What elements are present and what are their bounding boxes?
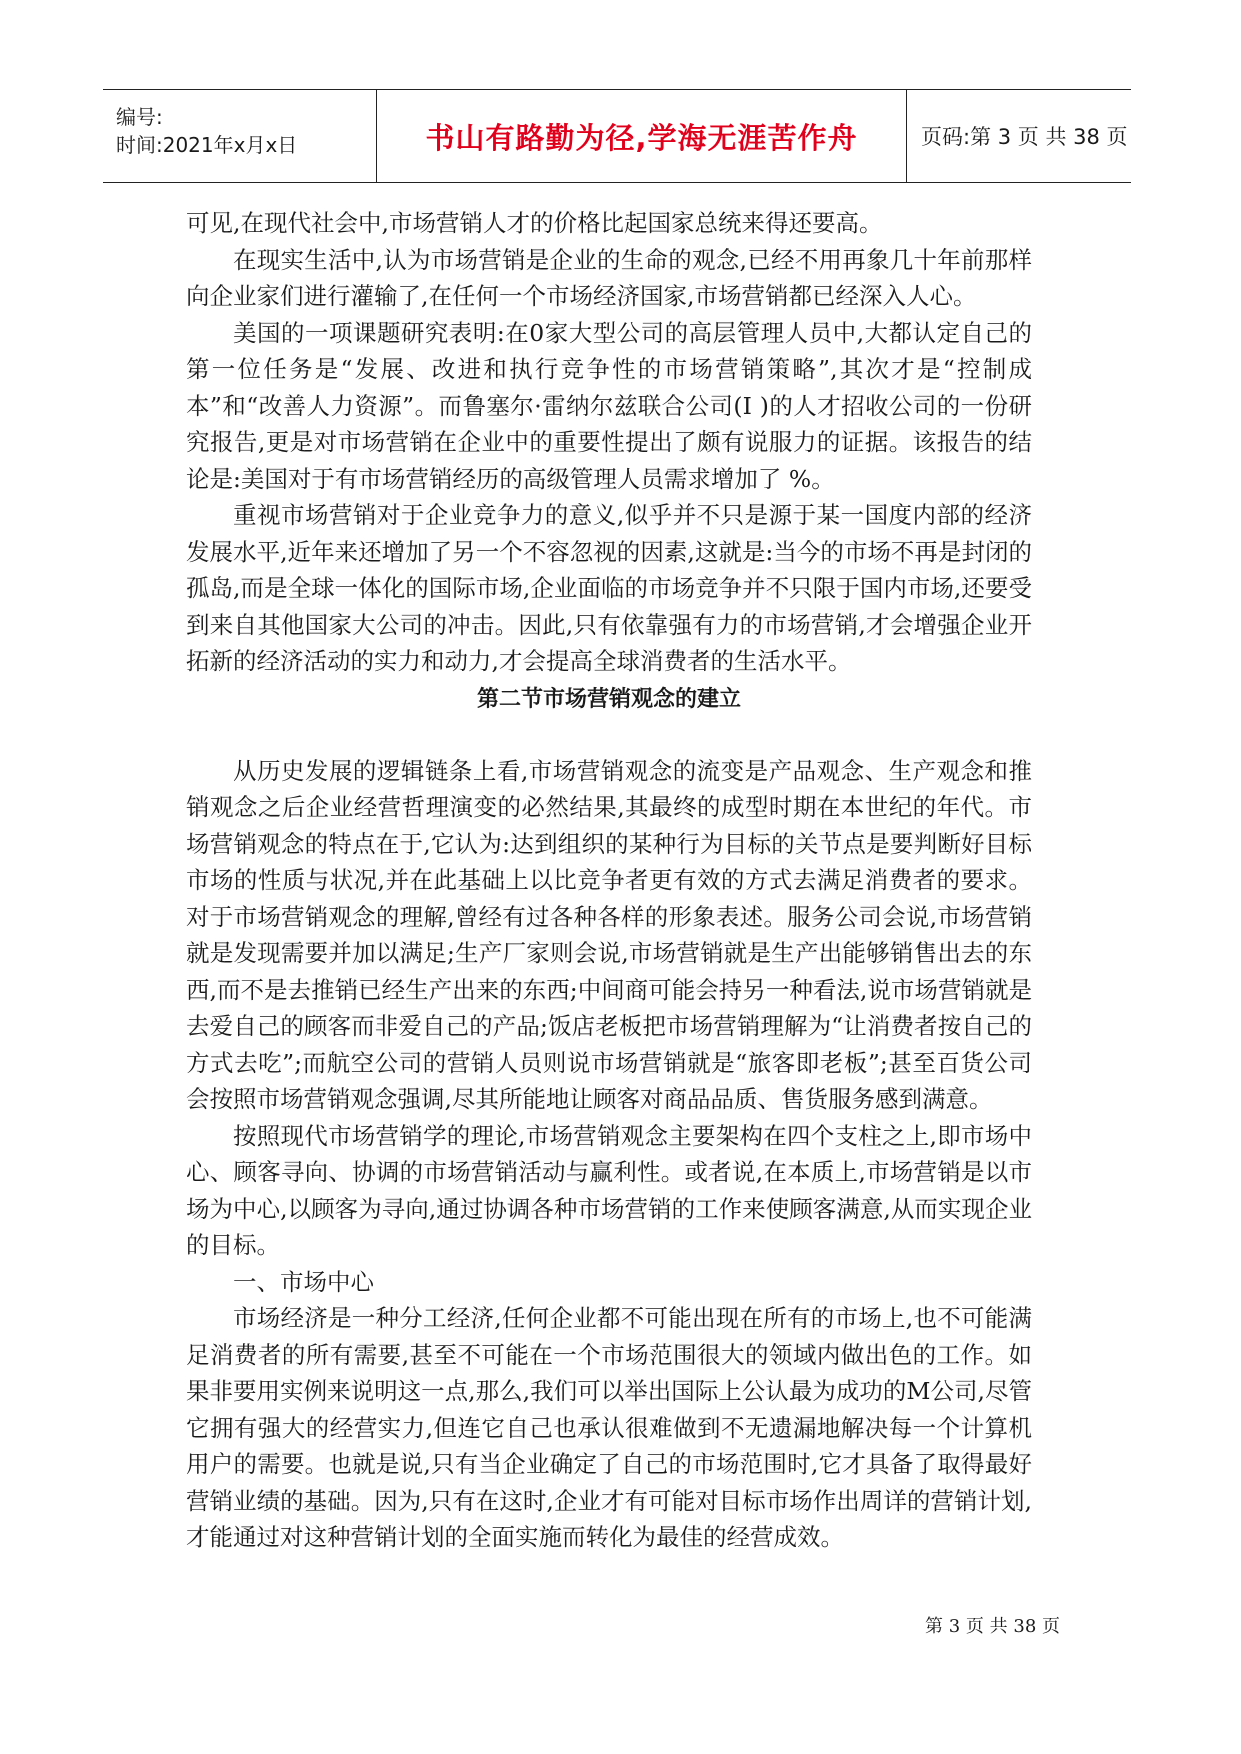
header-motto: 书山有路勤为径,学海无涯苦作舟 (425, 120, 858, 155)
header-meta (103, 90, 377, 182)
paragraph-3: 美国的一项课题研究表明:在0家大型公司的高层管理人员中,大都认定自己的第一位任务是“发展、改进和执行竞争性的市场营销策略”,其次才是“控制成本”和“改善人力资源”。而鲁塞尔·雷纳尔兹联合公司(I )的人才招收公司的一份研究报告,更是对市场营销在企业中的重要性提出了颇有说服力的证据。该报告的结论是:美国对于有市场营销经历的高级管理人员需求增加了 %。 (186, 318, 1032, 493)
header-page-cell (907, 90, 1131, 182)
paragraph-6: 按照现代市场营销学的理论,市场营销观念主要架构在四个支柱之上,即市场中心、顾客寻向、协调的市场营销活动与赢利性。或者说,在本质上,市场营销是以市场为中心,以顾客为寻向,通过协调各种市场营销的工作来使顾客满意,从而实现企业的目标。 (186, 1121, 1032, 1259)
header-motto-cell (377, 90, 907, 182)
header-page-number: 页码:第 3 页 共 38 页 (921, 125, 1128, 149)
page-footer: 第 3 页 共 38 页 (925, 1616, 1060, 1637)
document-number: 编号: (116, 105, 163, 129)
document-time: 时间:2021年x月x日 (116, 133, 298, 157)
section-title: 第二节市场营销观念的建立 (476, 686, 741, 712)
paragraph-7: 市场经济是一种分工经济,任何企业都不可能出现在所有的市场上,也不可能满足消费者的所有需要,甚至不可能在一个市场范围很大的领域内做出色的工作。如果非要用实例来说明这一点,那么,我们可以举出国际上公认最为成功的M公司,尽管它拥有强大的经营实力,但连它自己也承认很难做到不无遗漏地解决每一个计算机用户的需要。也就是说,只有当企业确定了自己的市场范围时,它才具备了取得最好营销业绩的基础。因为,只有在这时,企业才有可能对目标市场作出周详的营销计划,才能通过对这种营销计划的全面实施而转化为最佳的经营成效。 (186, 1304, 1032, 1551)
paragraph-5: 从历史发展的逻辑链条上看,市场营销观念的流变是产品观念、生产观念和推销观念之后企业经营哲理演变的必然结果,其最终的成型时期在本世纪的年代。市场营销观念的特点在于,它认为:达到组织的某种行为目标的关节点是要判断好目标市场的性质与状况,并在此基础上以比竞争者更有效的方式去满足消费者的要求。对于市场营销观念的理解,曾经有过各种各样的形象表述。服务公司会说,市场营销就是发现需要并加以满足;生产厂家则会说,市场营销就是生产出能够销售出去的东西,而不是去推销已经生产出来的东西;中间商可能会持另一种看法,说市场营销就是去爱自己的顾客而非爱自己的产品;饭店老板把市场营销理解为“让消费者按自己的方式去吃”;而航空公司的营销人员则说市场营销就是“旅客即老板”;甚至百货公司会按照市场营销观念强调,尽其所能地让顾客对商品品质、售货服务感到满意。 (186, 756, 1032, 1113)
page-header (103, 89, 1131, 183)
paragraph-2: 在现实生活中,认为市场营销是企业的生命的观念,已经不用再象几十年前那样向企业家们进行灌输了,在任何一个市场经济国家,市场营销都已经深入人心。 (186, 245, 1032, 310)
document-body (186, 205, 1032, 1556)
sub-heading: 一、市场中心 (233, 1267, 374, 1296)
paragraph-4: 重视市场营销对于企业竞争力的意义,似乎并不只是源于某一国度内部的经济发展水平,近年来还增加了另一个不容忽视的因素,这就是:当今的市场不再是封闭的孤岛,而是全球一体化的国际市场,企业面临的市场竞争并不只限于国内市场,还要受到来自其他国家大公司的冲击。因此,只有依靠强有力的市场营销,才会增强企业开拓新的经济活动的实力和动力,才会提高全球消费者的生活水平。 (186, 501, 1032, 675)
paragraph-1: 可见,在现代社会中,市场营销人才的价格比起国家总统来得还要高。 (186, 209, 883, 237)
